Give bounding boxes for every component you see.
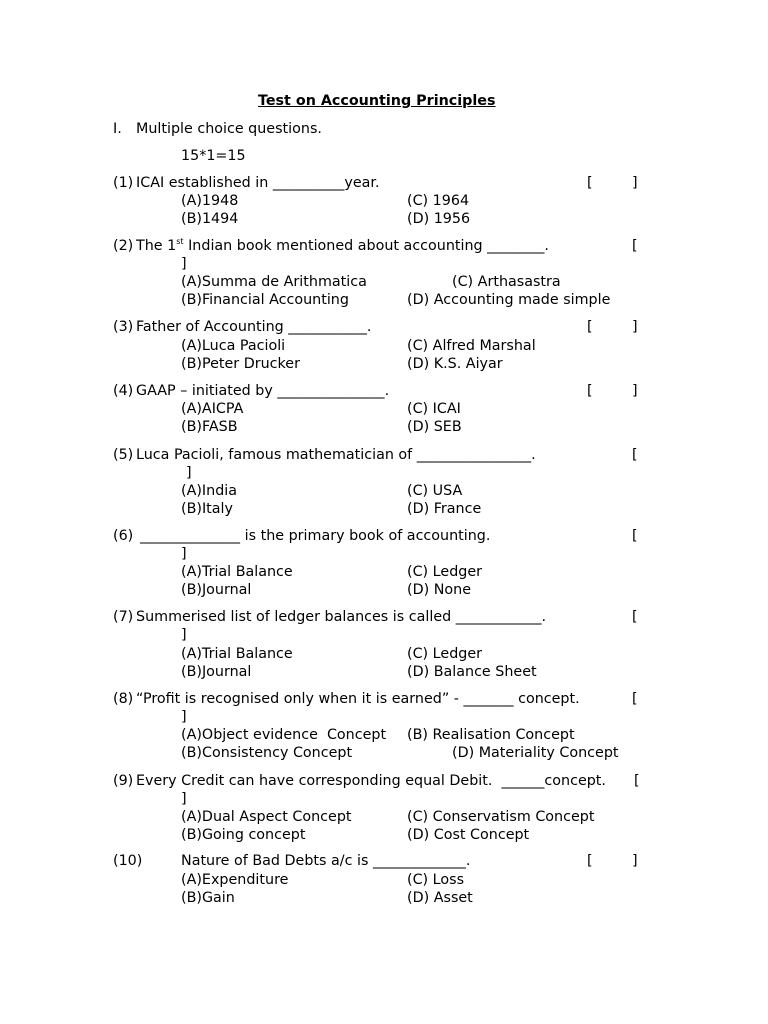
- option-a: (A)Dual Aspect Concept: [181, 809, 352, 825]
- answer-bracket-open: [: [634, 773, 640, 789]
- option-c: (C) Conservatism Concept: [407, 809, 595, 825]
- question-text: GAAP – initiated by _______________.: [136, 383, 390, 399]
- question-number: (9): [113, 773, 134, 789]
- option-c: (C) ICAI: [407, 401, 461, 417]
- option-c: (C) Arthasastra: [452, 274, 561, 290]
- option-a: (A)Trial Balance: [181, 564, 293, 580]
- question-number: (5): [113, 447, 134, 463]
- question-text: [136, 237, 549, 255]
- option-c: (C) Loss: [407, 872, 465, 888]
- section-number: I.: [113, 121, 122, 137]
- question-text: Summerised list of ledger balances is called ____________.: [136, 609, 547, 625]
- answer-bracket-open: [: [632, 691, 638, 707]
- option-b: (B)Financial Accounting: [181, 292, 349, 308]
- option-c: (C) Ledger: [407, 564, 483, 580]
- marks-line: 15*1=15: [181, 148, 246, 164]
- option-c: (B) Realisation Concept: [407, 727, 575, 743]
- question-text: Every Credit can have corresponding equal Debit. ______concept.: [136, 773, 606, 789]
- question-text: Luca Pacioli, famous mathematician of ________________.: [136, 447, 536, 463]
- answer-bracket-open: [: [587, 175, 593, 191]
- question-text-pre: The 1: [136, 238, 177, 254]
- option-a: (A)Luca Pacioli: [181, 338, 286, 354]
- answer-bracket-open: [: [587, 383, 593, 399]
- option-c: (C) 1964: [407, 193, 470, 209]
- answer-bracket-close: ]: [632, 319, 638, 335]
- question-text: “Profit is recognised only when it is earned” - _______ concept.: [136, 691, 580, 707]
- option-b: (B)Peter Drucker: [181, 356, 300, 372]
- answer-bracket-close: ]: [181, 627, 187, 643]
- option-a: (A)Summa de Arithmatica: [181, 274, 367, 290]
- answer-bracket-open: [: [632, 447, 638, 463]
- question-text: ICAI established in __________year.: [136, 175, 380, 191]
- option-d: (D) Cost Concept: [407, 827, 530, 843]
- option-d: (D) None: [407, 582, 472, 598]
- answer-bracket-close: ]: [186, 465, 192, 481]
- question-text: Father of Accounting ___________.: [136, 319, 372, 335]
- option-a: (A)Expenditure: [181, 872, 289, 888]
- answer-bracket-close: ]: [632, 175, 638, 191]
- option-a: (A)Object evidence Concept: [181, 727, 387, 743]
- answer-bracket-close: ]: [181, 546, 187, 562]
- option-d: (D) Materiality Concept: [452, 745, 619, 761]
- option-b: (B)Gain: [181, 890, 235, 906]
- ordinal-superscript: st: [176, 237, 184, 246]
- option-d: (D) K.S. Aiyar: [407, 356, 503, 372]
- option-d: (D) SEB: [407, 419, 462, 435]
- answer-bracket-close: ]: [181, 256, 187, 272]
- answer-bracket-open: [: [632, 609, 638, 625]
- option-b: (B)1494: [181, 211, 239, 227]
- option-b: (B)Consistency Concept: [181, 745, 353, 761]
- answer-bracket-close: ]: [181, 709, 187, 725]
- answer-bracket-close: ]: [181, 791, 187, 807]
- option-d: (D) Asset: [407, 890, 473, 906]
- option-b: (B)Journal: [181, 582, 252, 598]
- answer-bracket-open: [: [587, 319, 593, 335]
- option-c: (C) Ledger: [407, 646, 483, 662]
- question-text: Nature of Bad Debts a/c is _____________.: [181, 853, 471, 869]
- answer-bracket-close: ]: [632, 383, 638, 399]
- question-number: (8): [113, 691, 134, 707]
- question-number: (7): [113, 609, 134, 625]
- section-heading: Multiple choice questions.: [136, 121, 322, 137]
- option-a: (A)Trial Balance: [181, 646, 293, 662]
- option-d: (D) France: [407, 501, 482, 517]
- option-b: (B)Italy: [181, 501, 233, 517]
- option-c: (C) USA: [407, 483, 463, 499]
- option-b: (B)Journal: [181, 664, 252, 680]
- document-title: Test on Accounting Principles: [258, 93, 496, 109]
- answer-bracket-open: [: [632, 238, 638, 254]
- question-number: (6): [113, 528, 134, 544]
- option-a: (A)AICPA: [181, 401, 244, 417]
- question-number: (2): [113, 238, 134, 254]
- question-text-post: Indian book mentioned about accounting ________.: [183, 238, 549, 254]
- option-d: (D) 1956: [407, 211, 471, 227]
- question-number: (4): [113, 383, 134, 399]
- option-a: (A)1948: [181, 193, 239, 209]
- question-number: (3): [113, 319, 134, 335]
- option-b: (B)Going concept: [181, 827, 306, 843]
- option-c: (C) Alfred Marshal: [407, 338, 536, 354]
- option-d: (D) Balance Sheet: [407, 664, 537, 680]
- answer-bracket-close: ]: [632, 853, 638, 869]
- question-number: (10): [113, 853, 143, 869]
- option-a: (A)India: [181, 483, 238, 499]
- answer-bracket-open: [: [632, 528, 638, 544]
- question-number: (1): [113, 175, 134, 191]
- answer-bracket-open: [: [587, 853, 593, 869]
- option-d: (D) Accounting made simple: [407, 292, 611, 308]
- question-text: ______________ is the primary book of accounting.: [140, 528, 491, 544]
- option-b: (B)FASB: [181, 419, 238, 435]
